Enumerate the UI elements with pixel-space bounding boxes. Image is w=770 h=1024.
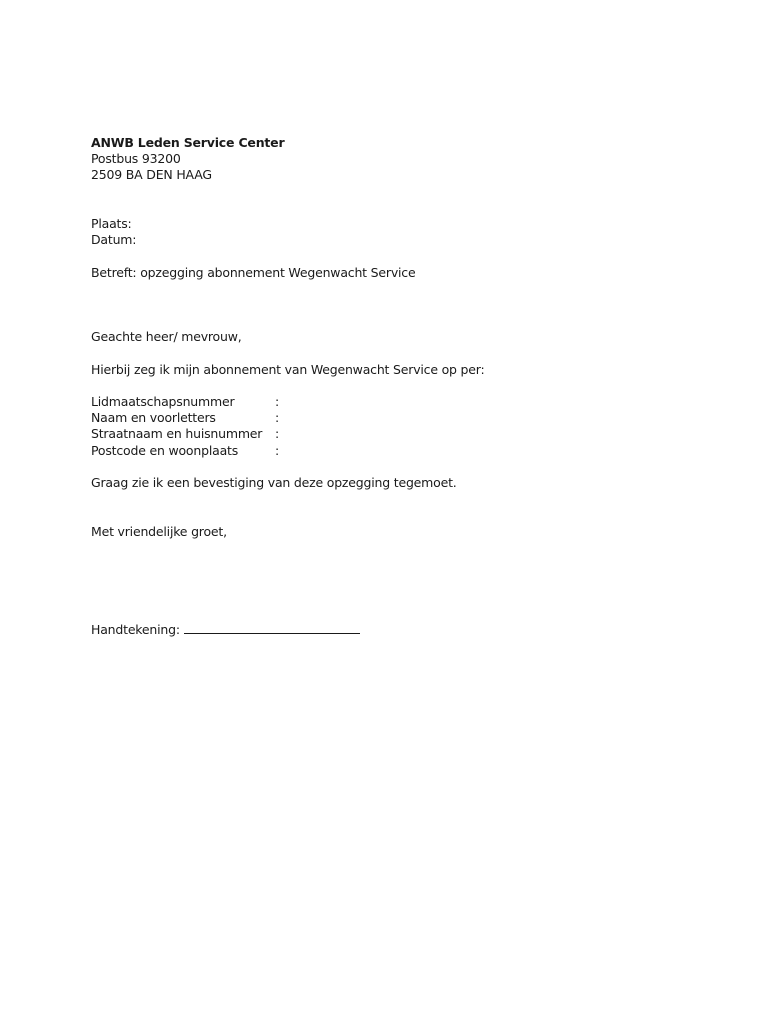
field-label: Straatnaam en huisnummer [91,426,263,442]
recipient-address-line2: 2509 BA DEN HAAG [91,167,212,183]
field-separator: : [275,442,280,458]
field-row-name-initials [91,410,691,426]
place-label: Plaats: [91,215,132,231]
body-intro: Hierbij zeg ik mijn abonnement van Wegenwacht Service op per: [91,361,485,377]
signature-row [91,621,691,637]
recipient-name: ANWB Leden Service Center [91,135,285,150]
field-row-postcode-city [91,443,691,459]
field-separator: : [275,410,280,426]
field-label: Postcode en woonplaats [91,442,239,458]
date-label: Datum: [91,232,137,248]
subject-line: Betreft: opzegging abonnement Wegenwacht Service [91,264,416,280]
recipient-address-line1: Postbus 93200 [91,151,181,167]
confirmation-request: Graag zie ik een bevestiging van deze opzegging tegemoet. [91,474,457,490]
closing: Met vriendelijke groet, [91,523,227,539]
signature-line [184,621,360,634]
field-label: Lidmaatschapsnummer [91,394,235,410]
letter-page [91,135,691,637]
field-separator: : [275,426,280,442]
member-fields [91,394,691,459]
field-label: Naam en voorletters [91,410,216,426]
field-row-street-number [91,426,691,442]
salutation: Geachte heer/ mevrouw, [91,329,242,345]
field-separator: : [275,394,280,410]
signature-label: Handtekening: [91,621,180,637]
field-row-membership-number [91,394,691,410]
